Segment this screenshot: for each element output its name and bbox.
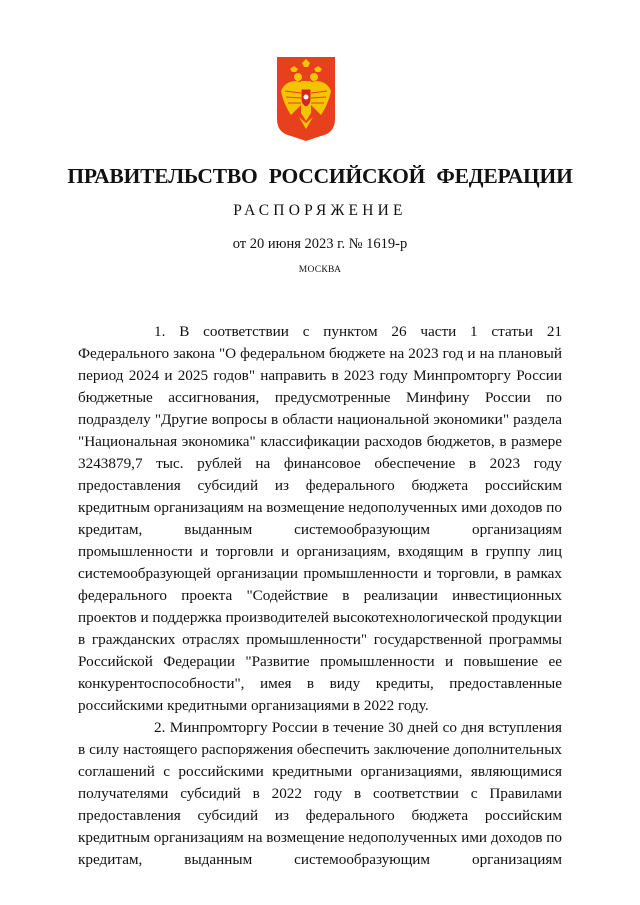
paragraph-2 xyxy=(78,717,562,871)
document-type: РАСПОРЯЖЕНИЕ xyxy=(233,202,407,219)
organization-title: ПРАВИТЕЛЬСТВО РОССИЙСКОЙ ФЕДЕРАЦИИ xyxy=(67,164,573,188)
russian-coat-of-arms-icon xyxy=(277,57,335,141)
paragraph-number: 2. xyxy=(154,719,166,736)
paragraph-text: В соответствии с пунктом 26 части 1 статьи 21 Федерального закона "О федеральном бюджете на 2023 год и на плановый период 2024 и 2025 годов" направить в 2023 году Минпромторгу России бюджетные ассигнования, предусмотренные Минфину России по подразделу "Другие вопросы в области национальной экономики" раздела "Национальная экономика" классификации расходов бюджетов, в размере 3243879,7 тыс. рублей на финансовое обеспечение в 2023 году предоставления субсидий из федерального бюджета российским кредитным организациям на возмещение недополученных ими доходов по кредитам, выданным системообразующим организациям промышленности и торговли и организациям, входящим в группу лиц системообразующей организации промышленности и торговли, в рамках федерального проекта "Содействие в реализации инвестиционных проектов и поддержка производителей высокотехнологической продукции в гражданских отраслях промышленности" государственной программы Российской Федерации "Развитие промышленности и повышение ее конкурентоспособности", имея в виду кредиты, предоставленные российскими кредитными организациями в 2022 году. xyxy=(78,323,563,714)
paragraph-1 xyxy=(78,321,562,717)
document-city: МОСКВА xyxy=(298,265,342,275)
document-date-number: от 20 июня 2023 г. № 1619-р xyxy=(232,236,408,252)
document-body xyxy=(78,321,562,871)
paragraph-text: Минпромторгу России в течение 30 дней со дня вступления в силу настоящего распоряжения обеспечить заключение дополнительных соглашений с российскими кредитными организациями, являющимися получателями субсидий в 2022 году в соответствии с Правилами предоставления субсидий из федерального бюджета российским кредитным организациям на возмещение недополученных ими доходов по кредитам, выданным системообразующим организациям xyxy=(78,719,562,868)
paragraph-number: 1. xyxy=(154,323,166,340)
